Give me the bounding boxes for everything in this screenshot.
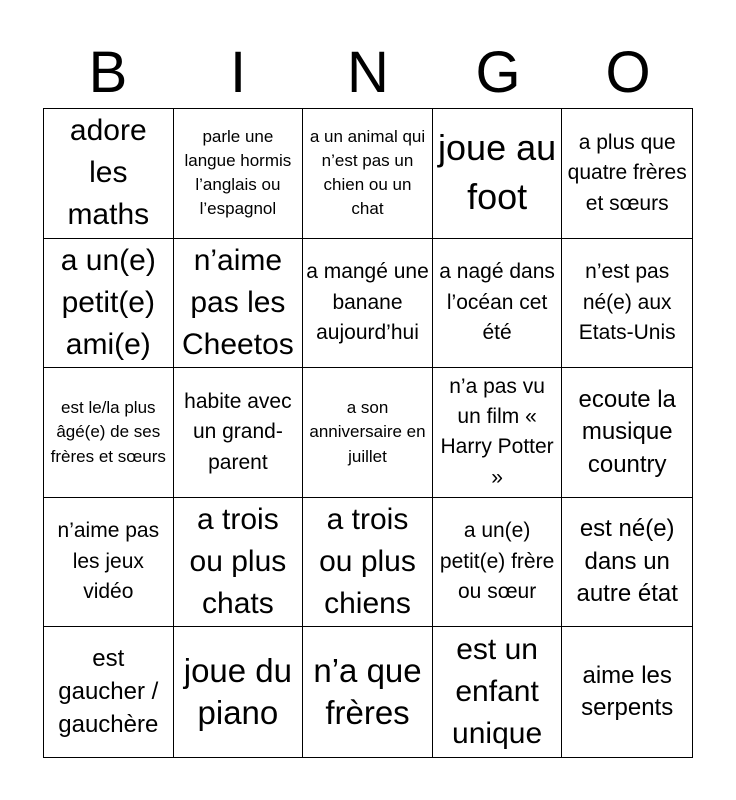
bingo-cell-text: a trois ou plus chats <box>189 503 287 621</box>
bingo-cell-text: est né(e) dans un autre état <box>576 515 678 608</box>
bingo-cell-text: a un animal qui n’est pas un chien ou un chat <box>309 127 426 219</box>
bingo-cell-text: a son anniversaire en juillet <box>309 398 426 466</box>
bingo-cell-r3c1[interactable] <box>44 368 174 498</box>
bingo-cell-text: est un enfant unique <box>452 633 543 751</box>
bingo-cell-r5c1[interactable] <box>44 627 174 757</box>
bingo-cell-text: est le/la plus âgé(e) de ses frères et sœurs <box>50 398 166 466</box>
bingo-cell-text: joue au foot <box>438 127 557 218</box>
bingo-cell-text: a mangé une banane aujourd’hui <box>306 260 429 345</box>
bingo-cell-r5c3[interactable] <box>303 627 433 757</box>
bingo-cell-r1c3[interactable] <box>303 109 433 239</box>
bingo-cell-r2c4[interactable] <box>433 239 563 369</box>
bingo-cell-r4c4[interactable] <box>433 498 563 628</box>
bingo-cell-r4c3[interactable] <box>303 498 433 628</box>
header-letter-o: O <box>605 40 651 105</box>
bingo-cell-r4c1[interactable] <box>44 498 174 628</box>
bingo-cell-r2c5[interactable] <box>562 239 692 369</box>
bingo-cell-r1c2[interactable] <box>174 109 304 239</box>
bingo-cell-text: joue du piano <box>183 651 293 732</box>
bingo-cell-r2c2[interactable] <box>174 239 304 369</box>
bingo-cell-text: habite avec un grand-parent <box>184 389 292 474</box>
bingo-cell-r3c2[interactable] <box>174 368 304 498</box>
bingo-header <box>43 38 693 108</box>
bingo-board <box>43 108 693 758</box>
bingo-cell-text: aime les serpents <box>581 661 674 722</box>
bingo-cell-r4c5[interactable] <box>562 498 692 628</box>
bingo-cell-r2c1[interactable] <box>44 239 174 369</box>
bingo-cell-text: n’aime pas les jeux vidéo <box>57 519 160 604</box>
bingo-cell-r2c3[interactable] <box>303 239 433 369</box>
bingo-cell-text: ecoute la musique country <box>578 385 676 478</box>
bingo-cell-text: n’est pas né(e) aux Etats-Unis <box>578 260 676 345</box>
bingo-cell-r3c3[interactable] <box>303 368 433 498</box>
bingo-cell-text: n’a pas vu un film « Harry Potter » <box>440 374 554 489</box>
bingo-cell-r4c2[interactable] <box>174 498 304 628</box>
bingo-cell-text: a plus que quatre frères et sœurs <box>567 130 687 215</box>
bingo-cell-text: a trois ou plus chiens <box>319 503 416 621</box>
bingo-cell-text: n’aime pas les Cheetos <box>182 243 294 361</box>
bingo-cell-r3c5[interactable] <box>562 368 692 498</box>
bingo-cell-text: a un(e) petit(e) frère ou sœur <box>439 519 555 604</box>
bingo-cell-text: adore les maths <box>67 114 150 232</box>
bingo-cell-r1c1[interactable] <box>44 109 174 239</box>
bingo-cell-r5c5[interactable] <box>562 627 692 757</box>
header-letter-g: G <box>475 40 521 105</box>
header-letter-i: I <box>229 40 247 105</box>
bingo-cell-r3c4[interactable] <box>433 368 563 498</box>
bingo-cell-r5c2[interactable] <box>174 627 304 757</box>
bingo-cell-text: parle une langue hormis l’anglais ou l’espagnol <box>184 127 292 219</box>
header-letter-b: B <box>88 40 128 105</box>
bingo-cell-text: n’a que frères <box>313 651 422 732</box>
bingo-cell-text: a un(e) petit(e) ami(e) <box>60 243 156 361</box>
bingo-cell-r1c5[interactable] <box>562 109 692 239</box>
bingo-cell-r1c4[interactable] <box>433 109 563 239</box>
bingo-cell-text: est gaucher / gauchère <box>58 645 159 738</box>
bingo-cell-text: a nagé dans l’océan cet été <box>439 260 555 345</box>
header-letter-n: N <box>347 40 389 105</box>
bingo-cell-r5c4[interactable] <box>433 627 563 757</box>
